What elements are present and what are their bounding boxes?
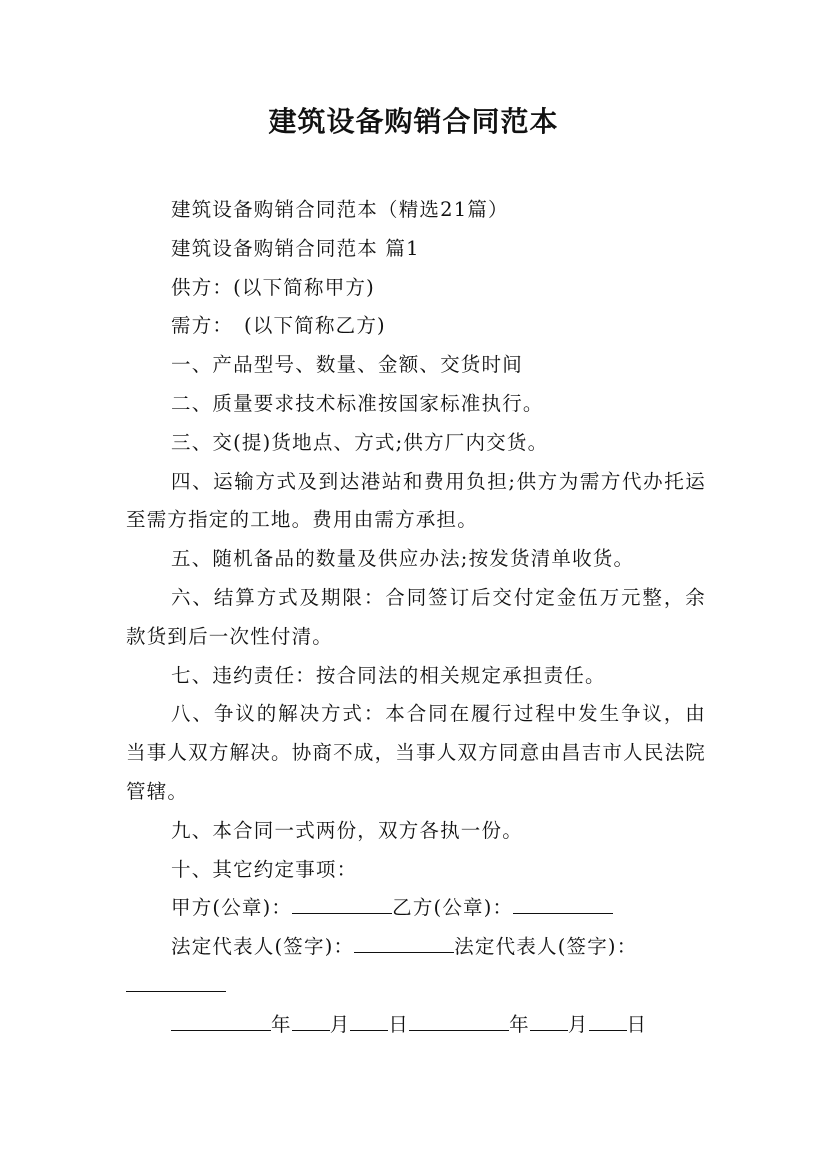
- paragraph-clause-4: 四、运输方式及到达港站和费用负担;供方为需方代办托运至需方指定的工地。费用由需方承担。: [126, 469, 706, 532]
- paragraph-clause-1: 一、产品型号、数量、金额、交货时间: [171, 353, 523, 377]
- date-b-year-label: 年: [509, 1012, 530, 1036]
- seal-row: [126, 889, 706, 928]
- party-a-seal-label: 甲方(公章)：: [171, 896, 293, 920]
- paragraph-clause-7: 七、违约责任：按合同法的相关规定承担责任。: [171, 663, 606, 687]
- paragraph-buyer: 需方： (以下简称乙方): [171, 314, 386, 338]
- paragraph-clause-9: 九、本合同一式两份，双方各执一份。: [171, 818, 523, 842]
- document-body: [126, 191, 706, 1045]
- date-b-month-blank: [530, 1008, 568, 1031]
- paragraph-clause-3: 三、交(提)货地点、方式;供方厂内交货。: [171, 430, 549, 454]
- document-title: 建筑设备购销合同范本: [268, 105, 559, 138]
- legal-rep-b-blank: [126, 969, 226, 992]
- paragraph-clause-5: 五、随机备品的数量及供应办法;按发货清单收货。: [171, 547, 635, 571]
- date-a-day-blank: [350, 1008, 388, 1031]
- legal-rep-b-line: [126, 967, 706, 1006]
- party-b-seal-label: 乙方(公章)：: [392, 896, 514, 920]
- date-b-month-label: 月: [567, 1012, 589, 1036]
- date-b-day-label: 日: [626, 1012, 648, 1036]
- paragraph-section-heading: 建筑设备购销合同范本 篇1: [171, 236, 420, 260]
- legal-rep-b-label: 法定代表人(签字)：: [454, 935, 638, 959]
- paragraph-clause-2: 二、质量要求技术标准按国家标准执行。: [171, 391, 544, 415]
- legal-rep-row: [126, 928, 706, 967]
- date-b-day-blank: [589, 1008, 627, 1031]
- party-a-seal-blank: [292, 891, 392, 914]
- date-a-month-label: 月: [329, 1012, 351, 1036]
- paragraph-supplier: 供方：(以下简称甲方): [171, 275, 375, 299]
- party-b-seal-blank: [513, 891, 613, 914]
- legal-rep-a-blank: [354, 930, 454, 953]
- legal-rep-a-label: 法定代表人(签字)：: [171, 935, 355, 959]
- date-a-day-label: 日: [388, 1012, 410, 1036]
- date-a-year-blank: [171, 1008, 271, 1031]
- paragraph-clause-10: 十、其它约定事项：: [171, 857, 358, 881]
- date-a-year-label: 年: [271, 1012, 292, 1036]
- date-a-month-blank: [292, 1008, 330, 1031]
- paragraph-clause-8: 八、争议的解决方式：本合同在履行过程中发生争议，由当事人双方解决。协商不成，当事人双方同意由昌吉市人民法院管辖。: [126, 702, 706, 803]
- date-b-year-blank: [409, 1008, 509, 1031]
- date-row: [126, 1006, 706, 1045]
- paragraph-clause-6: 六、结算方式及期限：合同签订后交付定金伍万元整，余款货到后一次性付清。: [126, 585, 706, 648]
- paragraph-subtitle: 建筑设备购销合同范本（精选21篇）: [171, 198, 509, 221]
